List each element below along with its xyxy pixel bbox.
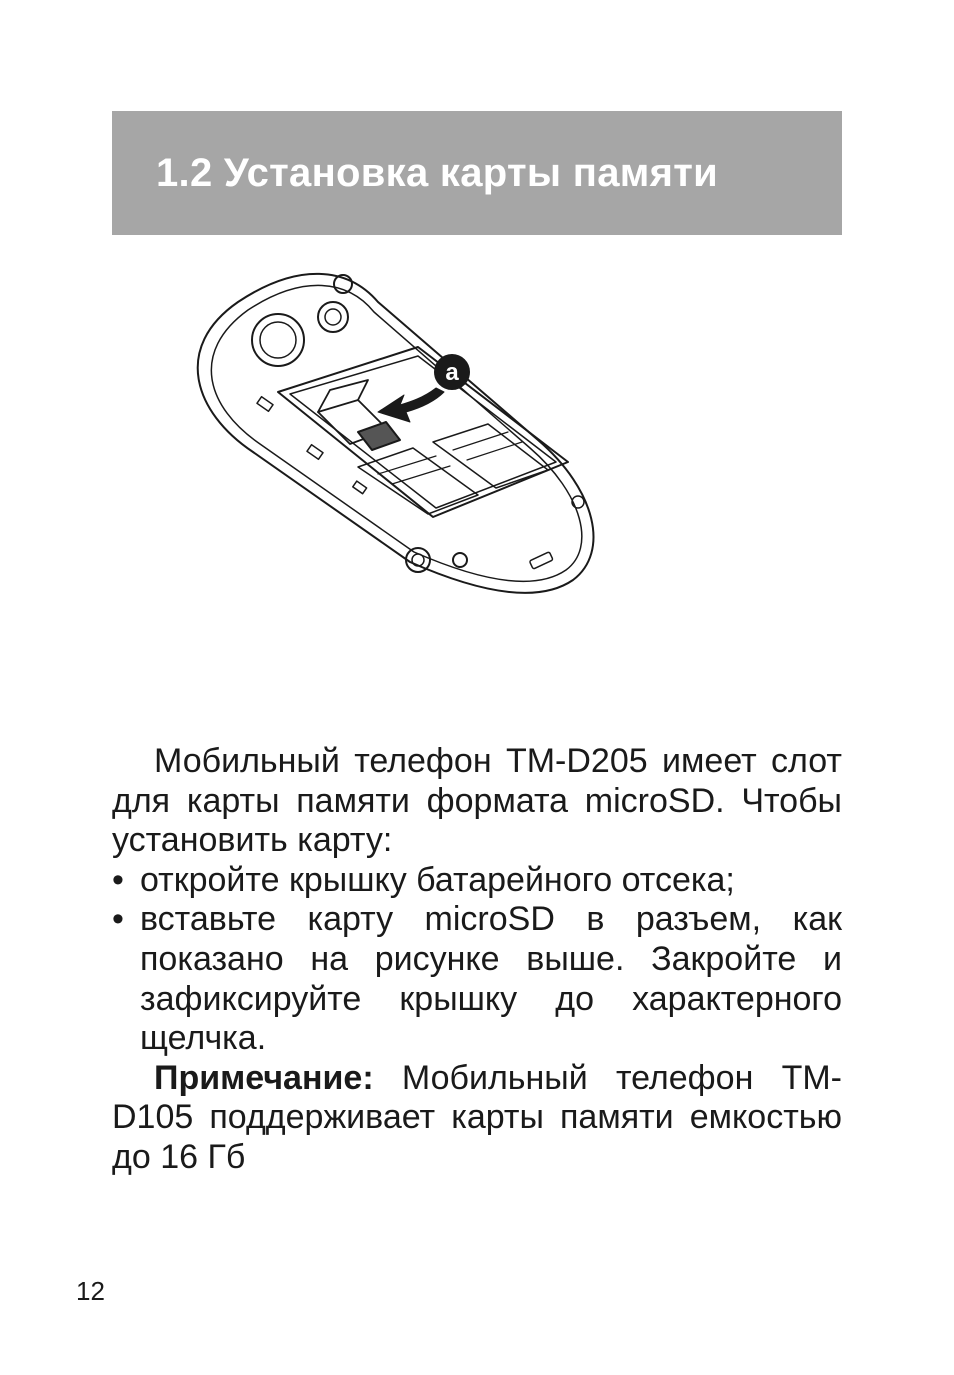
insert-arrow bbox=[378, 388, 444, 422]
phone-body-inner-rim bbox=[211, 285, 581, 581]
microsd-card bbox=[358, 422, 400, 450]
side-button-3 bbox=[353, 481, 367, 494]
headphone-jack bbox=[406, 548, 430, 572]
headphone-jack-inner bbox=[412, 554, 424, 566]
microsd-flap bbox=[318, 380, 368, 412]
note-text: Мобильный телефон TM-D105 поддерживает карты памяти емкостью до 16 Гб bbox=[112, 1058, 842, 1176]
steps-list bbox=[112, 861, 842, 1059]
side-button-1 bbox=[257, 397, 273, 412]
usb-port bbox=[529, 552, 553, 569]
battery-compartment bbox=[278, 347, 568, 517]
note-paragraph bbox=[112, 1059, 842, 1178]
camera-inner bbox=[260, 322, 296, 358]
intro-paragraph: Мобильный телефон TM-D205 имеет слот для карты памяти формата microSD. Чтобы установить карту: bbox=[112, 742, 842, 860]
bullet-dot: • bbox=[112, 900, 124, 939]
battery-compartment-inner bbox=[290, 356, 556, 508]
instructions-text bbox=[112, 742, 842, 1178]
page-number: 12 bbox=[76, 1276, 105, 1306]
speaker-outer bbox=[318, 302, 348, 332]
section-header-band bbox=[112, 111, 842, 235]
note-label: Примечание: bbox=[154, 1058, 374, 1097]
step-item bbox=[112, 900, 842, 1058]
speaker-inner bbox=[325, 309, 341, 325]
section-title: 1.2 Установка карты памяти bbox=[156, 151, 719, 195]
step-text: вставьте карту microSD в разъем, как показано на рисунке выше. Закройте и зафиксируйте крышку до характерного щелчка. bbox=[140, 900, 842, 1058]
callout-a-label: a bbox=[445, 359, 459, 386]
bullet-dot: • bbox=[112, 860, 124, 899]
side-button-2 bbox=[307, 445, 323, 460]
step-text: откройте крышку батарейного отсека; bbox=[140, 860, 735, 899]
bottom-screw bbox=[453, 553, 467, 567]
phone-illustration bbox=[178, 262, 608, 602]
step-item bbox=[112, 861, 842, 901]
